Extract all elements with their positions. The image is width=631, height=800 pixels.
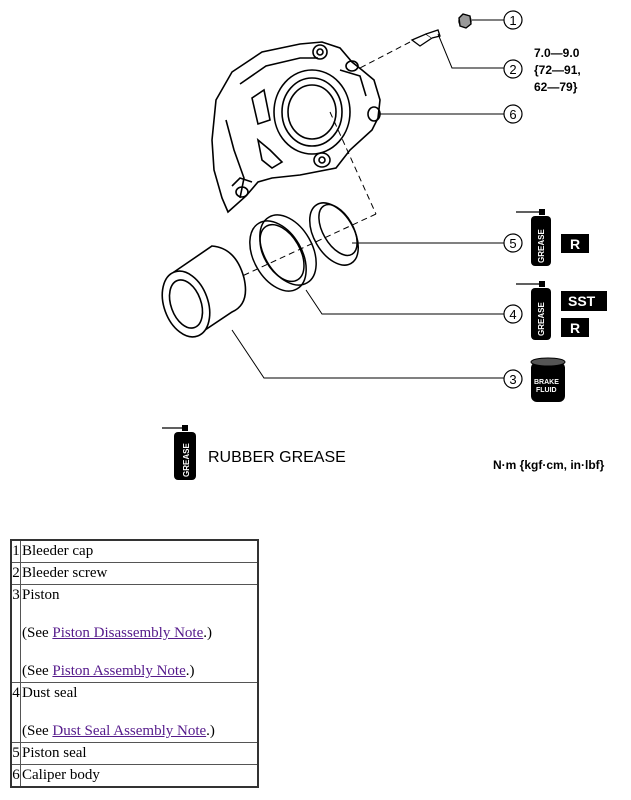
grease-text-4: GREASE [537,302,546,336]
dust-seal-assembly-note-link[interactable]: Dust Seal Assembly Note [52,723,207,739]
grease-text-5: GREASE [537,229,546,263]
part-number: 6 [11,765,21,788]
bleeder-cap-drawing [459,14,471,28]
units-label: N·m {kgf·cm, in·lbf} [493,458,605,472]
part-name: Dust seal [22,685,78,701]
callout-1: 1 [509,13,517,28]
r-badge-4 [561,318,589,337]
parts-table [10,539,259,788]
torque-line-2: {72—91, [534,63,581,77]
part-number: 2 [11,563,21,585]
rubber-grease-legend [162,425,346,480]
brake-fluid-text-1: BRAKE [534,379,559,386]
see-note: (See Piston Assembly Note.) [22,663,195,679]
part-description [21,585,259,683]
part-name: Bleeder cap [21,540,259,563]
part-number: 4 [11,683,21,743]
table-row [11,585,258,683]
part-name: Piston seal [21,743,259,765]
grease-icon-5 [516,209,551,266]
part-name: Caliper body [21,765,259,788]
dust-seal-drawing [238,205,328,301]
svg-text:GREASE: GREASE [182,443,191,477]
torque-line-3: 62—79} [534,80,578,94]
callout-4: 4 [509,307,517,322]
table-row [11,540,258,563]
part-description [21,683,259,743]
callout-6: 6 [509,107,517,122]
piston-disassembly-note-link[interactable]: Piston Disassembly Note [52,625,204,641]
callout-5: 5 [509,236,517,251]
part-number: 5 [11,743,21,765]
table-row [11,563,258,585]
part-number: 1 [11,540,21,563]
rubber-grease-label: RUBBER GREASE [208,449,346,466]
brake-fluid-text-2: FLUID [536,387,557,394]
table-row [11,743,258,765]
svg-text:R: R [570,320,581,336]
part-name: Bleeder screw [21,563,259,585]
part-name: Piston [22,587,60,603]
callout-3: 3 [509,372,517,387]
caliper-body-drawing [212,42,380,212]
callout-2: 2 [509,62,517,77]
see-note: (See Dust Seal Assembly Note.) [22,723,215,739]
table-row [11,683,258,743]
part-number: 3 [11,585,21,683]
piston-seal-drawing [300,195,369,274]
svg-text:R: R [570,236,581,252]
sst-badge [561,291,607,311]
svg-text:SST: SST [568,293,596,309]
torque-spec [534,46,581,94]
table-row [11,765,258,788]
piston-drawing [154,246,246,343]
torque-line-1: 7.0—9.0 [534,46,580,60]
brake-fluid-icon [531,358,565,402]
piston-assembly-note-link[interactable]: Piston Assembly Note [52,663,186,679]
r-badge-5 [561,234,589,253]
bleeder-screw-drawing [412,30,440,46]
see-note: (See Piston Disassembly Note.) [22,625,212,641]
